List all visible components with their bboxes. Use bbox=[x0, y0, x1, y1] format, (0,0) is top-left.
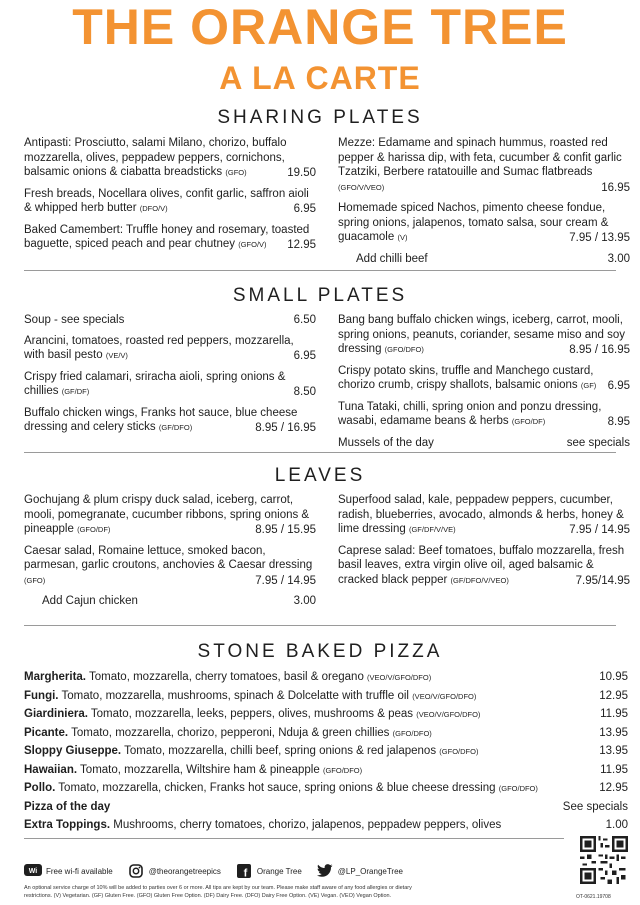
menu-item-price: 7.95 / 14.95 bbox=[251, 574, 316, 589]
menu-item-text: Bang bang buffalo chicken wings, iceberg, carrot, mooli, spring onions, peanuts, coriander, sesame miso and soy dressing bbox=[338, 314, 626, 355]
menu-item-text: Caprese salad: Beef tomatoes, buffalo mozzarella, fresh basil leaves, extra virgin olive oil, aged balsamic & cracked black pepper bbox=[338, 544, 625, 586]
wifi-text: Free wi-fi available bbox=[46, 866, 113, 876]
menu-item-description bbox=[24, 334, 316, 364]
menu-item bbox=[338, 364, 630, 394]
instagram-handle: @theorangetreepics bbox=[148, 866, 221, 876]
menu-item-price: 6.50 bbox=[290, 313, 316, 328]
menu-item-price: 8.95 / 15.95 bbox=[251, 523, 316, 538]
menu-item bbox=[24, 406, 316, 436]
section-sharing-plates: SHARING PLATES bbox=[217, 107, 423, 128]
sharing-left-column bbox=[24, 136, 316, 259]
sharing-right-column bbox=[338, 136, 630, 272]
menu-item-text: Tuna Tataki, chilli, spring onion and ponzu dressing, wasabi, edamame beans & herbs bbox=[338, 400, 602, 427]
menu-item-text: Superfood salad, kale, peppadew peppers, cucumber, radish, blueberries, avocado, almonds & herbs, honey & lime dressing bbox=[338, 494, 624, 535]
menu-item-price: 8.95 / 16.95 bbox=[565, 343, 630, 358]
dietary-tag: (GFO/V) bbox=[238, 240, 267, 249]
menu-item-text: Mussels of the day bbox=[338, 436, 434, 449]
menu-item bbox=[24, 223, 316, 253]
menu-item-text: Baked Camembert: Truffle honey and rosemary, toasted baguette, spiced peach and pear chutney bbox=[24, 223, 310, 250]
dietary-tag: (VE/V) bbox=[105, 351, 128, 360]
instagram-icon bbox=[127, 864, 145, 878]
divider bbox=[24, 625, 616, 626]
menu-item-price: 6.95 bbox=[290, 349, 316, 364]
menu-item-description bbox=[338, 136, 630, 195]
menu-item bbox=[338, 252, 630, 267]
menu-item-text: Add Cajun chicken bbox=[42, 595, 138, 607]
menu-item-description bbox=[338, 364, 630, 394]
menu-item-price: 7.95 / 13.95 bbox=[565, 231, 630, 246]
dietary-tag: (GFO) bbox=[225, 168, 247, 177]
small-right-column bbox=[338, 313, 630, 456]
menu-item-text: Crispy potato skins, truffle and Manchego custard, chorizo crumb, crispy shallots, balsamic onions bbox=[338, 364, 594, 391]
menu-item-price: 3.00 bbox=[604, 252, 630, 267]
menu-item bbox=[24, 544, 316, 589]
menu-item-text: Arancini, tomatoes, roasted red peppers, mozzarella, with basil pesto bbox=[24, 334, 294, 361]
dietary-tag: (GFO/DFO) bbox=[439, 747, 479, 756]
menu-item bbox=[24, 313, 316, 328]
pizza-name: Margherita. bbox=[24, 671, 86, 683]
menu-item bbox=[24, 187, 316, 217]
divider bbox=[24, 270, 616, 271]
leaves-left-column bbox=[24, 493, 316, 615]
pizza-name: Extra Toppings. bbox=[24, 819, 111, 831]
divider bbox=[24, 452, 616, 453]
menu-item bbox=[338, 436, 630, 451]
dietary-tag: (DFO/V) bbox=[139, 204, 168, 213]
pizza-description: Tomato, mozzarella, chorizo, pepperoni, Nduja & green chillies bbox=[68, 726, 390, 739]
dietary-tag: (GFO/DFO) bbox=[498, 784, 538, 793]
pizza-price: 12.95 bbox=[599, 782, 628, 794]
pizza-item bbox=[24, 724, 628, 743]
pizza-description: Tomato, mozzarella, leeks, peppers, olives, mushrooms & peas bbox=[87, 708, 414, 720]
menu-item bbox=[24, 493, 316, 538]
menu-item-price: 8.95 bbox=[604, 415, 630, 430]
section-leaves: LEAVES bbox=[274, 465, 366, 486]
document-code: OT-0621.19708 bbox=[576, 894, 611, 900]
pizza-name: Giardiniera. bbox=[24, 708, 88, 720]
dietary-tag: (VEO/V/GFO/DFO) bbox=[367, 673, 432, 682]
pizza-name: Pollo. bbox=[24, 782, 56, 794]
pizza-description: Tomato, mozzarella, chilli beef, spring onions & red jalapenos bbox=[121, 745, 437, 757]
menu-item-description bbox=[338, 400, 630, 430]
menu-item-text: Antipasti: Prosciutto, salami Milano, chorizo, buffalo mozzarella, olives, peppadew peppers, cornichons, balsamic onions & ciabatta breadsticks bbox=[24, 137, 287, 178]
pizza-item bbox=[24, 761, 628, 780]
dietary-tag: (GFO/DFO) bbox=[384, 345, 424, 354]
menu-item-text: Fresh breads, Nocellara olives, confit garlic, saffron aioli & whipped herb butter bbox=[24, 187, 309, 214]
dietary-tag: (GFO/DF) bbox=[77, 525, 111, 534]
footer-social bbox=[24, 860, 564, 882]
menu-item-price: 19.50 bbox=[283, 166, 316, 181]
dietary-tag: (VEO/V/GFO/DFO) bbox=[416, 710, 481, 719]
facebook-name: Orange Tree bbox=[256, 866, 302, 876]
menu-item-text: Soup - see specials bbox=[24, 314, 125, 326]
menu-item-price: 12.95 bbox=[283, 238, 316, 253]
instagram-info bbox=[127, 864, 221, 878]
pizza-name: Hawaiian. bbox=[24, 763, 78, 776]
pizza-description: Mushrooms, cherry tomatoes, chorizo, jalapenos, peppadew peppers, olives bbox=[110, 819, 502, 831]
pizza-price: 13.95 bbox=[599, 745, 628, 757]
svg-text:Wi: Wi bbox=[28, 868, 38, 875]
menu-item-price: see specials bbox=[563, 436, 630, 451]
pizza-price: See specials bbox=[562, 800, 628, 813]
pizza-description: Tomato, mozzarella, cherry tomatoes, basil & oregano bbox=[86, 671, 364, 683]
pizza-price: 11.95 bbox=[600, 763, 628, 776]
pizza-item bbox=[24, 742, 628, 761]
menu-item-text: Crispy fried calamari, sriracha aioli, spring onions & chillies bbox=[24, 370, 286, 397]
facebook-info bbox=[235, 864, 302, 878]
pizza-price: 1.00 bbox=[605, 819, 628, 831]
menu-item-text: Homemade spiced Nachos, pimento cheese fondue, spring onions, jalapenos, tomato salsa, sour cream & guacamole bbox=[338, 202, 609, 243]
dietary-tag: (GF/DF) bbox=[61, 387, 90, 396]
dietary-tag: (GF/DFO/V/VEO) bbox=[450, 575, 509, 585]
menu-item-description bbox=[24, 187, 316, 217]
menu-item bbox=[24, 334, 316, 364]
pizza-item bbox=[24, 687, 628, 706]
restaurant-name: THE ORANGE TREE bbox=[72, 0, 568, 55]
twitter-info bbox=[316, 864, 403, 878]
pizza-name: Fungi. bbox=[24, 689, 59, 702]
pizza-name: Sloppy Giuseppe. bbox=[24, 745, 122, 757]
menu-item-price: 6.95 bbox=[290, 202, 316, 217]
pizza-item bbox=[24, 668, 628, 687]
menu-item-description bbox=[24, 223, 316, 253]
pizza-description: Tomato, mozzarella, Wiltshire ham & pineapple bbox=[77, 763, 320, 776]
menu-item-text: Mezze: Edamame and spinach hummus, roasted red pepper & harissa dip, with feta, cucumber & confit garlic Tzatziki, Berbere ratatouille and Sumac flatbreads bbox=[338, 137, 622, 178]
twitter-icon bbox=[316, 864, 334, 878]
pizza-item bbox=[24, 798, 628, 817]
leaves-right-column bbox=[338, 493, 630, 594]
menu-item-price: 16.95 bbox=[597, 181, 630, 196]
menu-item-text: Gochujang & plum crispy duck salad, iceberg, carrot, mooli, pomegranate, cucumber ribbons, spring onions & pineapple bbox=[24, 494, 310, 535]
pizza-name: Picante. bbox=[24, 726, 69, 739]
dietary-tag: (GFO/DF) bbox=[511, 417, 546, 426]
dietary-tag: (GF/DFO) bbox=[158, 423, 193, 432]
twitter-handle: @LP_OrangeTree bbox=[337, 866, 403, 876]
pizza-item bbox=[24, 779, 628, 798]
pizza-price: 10.95 bbox=[599, 671, 628, 683]
menu-item bbox=[338, 201, 630, 246]
menu-item-price: 8.50 bbox=[290, 385, 316, 400]
qr-code bbox=[580, 836, 628, 884]
pizza-item bbox=[24, 705, 628, 724]
pizza-name: Pizza of the day bbox=[24, 800, 111, 813]
menu-item-price: 7.95 / 14.95 bbox=[565, 523, 630, 538]
small-left-column bbox=[24, 313, 316, 442]
menu-item bbox=[338, 136, 630, 195]
dietary-tag: (GFO) bbox=[24, 575, 46, 585]
pizza-price: 12.95 bbox=[599, 689, 628, 702]
menu-item bbox=[24, 370, 316, 400]
menu-item-price: 8.95 / 16.95 bbox=[251, 421, 316, 436]
pizza-item bbox=[24, 816, 628, 835]
menu-item bbox=[338, 493, 630, 538]
menu-item-price: 6.95 bbox=[604, 379, 630, 394]
menu-item bbox=[338, 544, 630, 589]
pizza-list bbox=[24, 668, 628, 835]
menu-item-description bbox=[24, 313, 316, 328]
menu-item bbox=[24, 136, 316, 181]
menu-item-description bbox=[24, 136, 316, 181]
pizza-description: Tomato, mozzarella, chicken, Franks hot sauce, spring onions & blue cheese dressing bbox=[55, 782, 496, 794]
menu-item-price: 3.00 bbox=[290, 594, 316, 609]
menu-item bbox=[338, 400, 630, 430]
menu-item bbox=[338, 313, 630, 358]
wifi-info bbox=[24, 864, 113, 878]
dietary-tag: (GF/DF/V/VE) bbox=[408, 525, 456, 534]
dietary-tag: (GFO/DFO) bbox=[392, 728, 432, 738]
menu-item-description bbox=[42, 594, 316, 609]
pizza-price: 11.95 bbox=[600, 708, 628, 720]
menu-item-text: Add chilli beef bbox=[356, 252, 428, 265]
dietary-tag: (V) bbox=[397, 233, 408, 242]
section-stone-baked-pizza: STONE BAKED PIZZA bbox=[197, 641, 443, 662]
menu-item-text: Buffalo chicken wings, Franks hot sauce, blue cheese dressing and celery sticks bbox=[24, 406, 298, 433]
menu-item-description bbox=[24, 370, 316, 400]
dietary-tag: (VEO/V/GFO/DFO) bbox=[412, 691, 477, 701]
wifi-icon bbox=[24, 864, 42, 878]
section-small-plates: SMALL PLATES bbox=[232, 285, 408, 306]
menu-item-description bbox=[356, 252, 630, 267]
svg-text:f: f bbox=[243, 867, 248, 878]
menu-subtitle: A LA CARTE bbox=[219, 60, 421, 96]
facebook-icon bbox=[235, 864, 253, 878]
dietary-tag: (GFO/DFO) bbox=[322, 765, 363, 775]
divider bbox=[24, 838, 564, 839]
fine-print: An optional service charge of 10% will be added to parties over 6 or more. All tips are kept by our team. Please make staff aware of any food allergies or dietary restrictions. (V) Vegetarian. (GF) Gluten Free. (GFO) Gluten Free Option. (DF) Dairy Free. (DFO) Dairy Free Option. (VE) Vegan. (VEO) Vegan Option. bbox=[24, 885, 412, 899]
dietary-tag: (GF) bbox=[580, 381, 597, 390]
pizza-description: Tomato, mozzarella, mushrooms, spinach & Dolcelatte with truffle oil bbox=[58, 689, 409, 702]
dietary-tag: (GFO/V/VEO) bbox=[338, 182, 385, 192]
menu-item-price: 7.95/14.95 bbox=[572, 574, 630, 589]
pizza-price: 13.95 bbox=[599, 726, 628, 739]
menu-item bbox=[24, 594, 316, 609]
menu-item-text: Caesar salad, Romaine lettuce, smoked bacon, parmesan, garlic croutons, anchovies & Caesar dressing bbox=[24, 544, 313, 571]
